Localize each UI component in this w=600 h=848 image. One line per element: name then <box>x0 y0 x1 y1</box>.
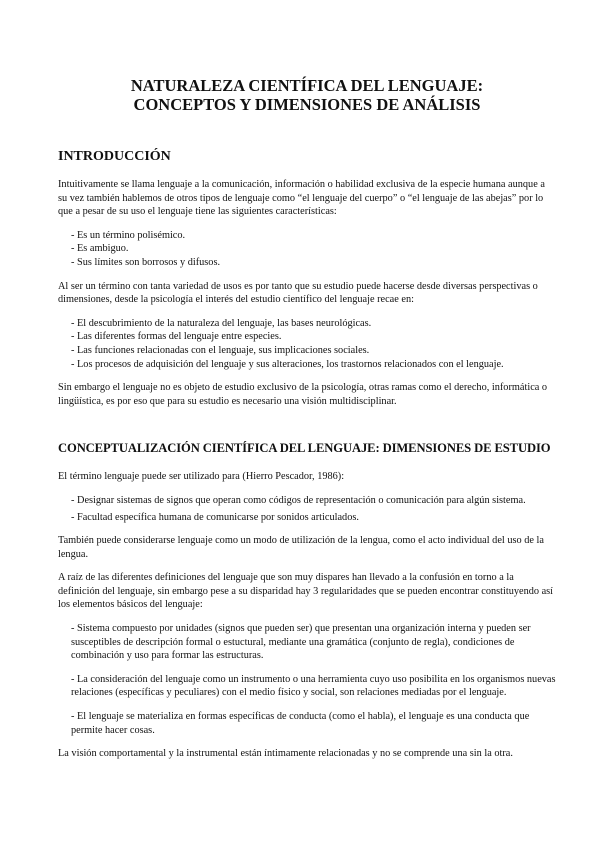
concept-paragraph-3: A raíz de las diferentes definiciones del lenguaje que son muy dispares han llevado a la confusión en torno a la definición del lenguaje, sin embargo pese a su disparidad hay 3 regularidades que se pueden encontrar constituyendo así los elementos básicos del lenguaje: <box>58 572 554 611</box>
list-item: - Designar sistemas de signos que operan como códigos de representación o comunicación para algún sistema. <box>71 494 526 506</box>
list-item: - Los procesos de adquisición del lenguaje y sus alteraciones, los trastornos relacionados con el lenguaje. <box>71 358 504 370</box>
basic-elements-list <box>58 622 556 737</box>
list-item: - Facultad específica humana de comunicarse por sonidos articulados. <box>71 511 359 523</box>
study-interests-list <box>58 317 556 371</box>
list-item: - El descubrimiento de la naturaleza del lenguaje, las bases neurológicas. <box>71 317 372 329</box>
list-item: - El lenguaje se materializa en formas específicas de conducta (como el habla), el lenguaje es una conducta que permite hacer cosas. <box>71 711 530 736</box>
list-item: - Es ambiguo. <box>71 243 129 255</box>
section-heading-conceptualizacion: CONCEPTUALIZACIÓN CIENTÍFICA DEL LENGUAJE: DIMENSIONES DE ESTUDIO <box>58 441 551 456</box>
concept-paragraph-1: El término lenguaje puede ser utilizado para (Hierro Pescador, 1986): <box>58 471 345 483</box>
list-item: - La consideración del lenguaje como un instrumento o una herramienta cuyo uso posibilita en los organismos nuevas relaciones (específicas y peculiares) con el medio físico y social, son relaciones mediadas por el lenguaje. <box>71 673 556 699</box>
list-item: - Sus límites son borrosos y difusos. <box>71 256 221 268</box>
title-line-2: CONCEPTOS Y DIMENSIONES DE ANÁLISIS <box>133 95 481 114</box>
document-title <box>58 76 556 114</box>
concept-paragraph-2: También puede considerarse lenguaje como un modo de utilización de la lengua, como el acto individual del uso de la lengua. <box>58 535 544 560</box>
list-item: - Las diferentes formas del lenguaje entre especies. <box>71 331 282 343</box>
characteristics-list <box>58 229 556 270</box>
intro-paragraph-3: Sin embargo el lenguaje no es objeto de estudio exclusivo de la psicología, otras ramas como el derecho, informática o lingüística, es por eso que para su estudio es necesario una visión multidisciplinar. <box>58 382 548 407</box>
section-heading-introduccion: INTRODUCCIÓN <box>58 149 171 164</box>
list-item: - Sistema compuesto por unidades (signos que pueden ser) que presentan una organización interna y pueden ser susceptibles de descripción formal o estuctural, mediante una gramática (conjunto de regla), condiciones de combinación y uso para formar las estructuras. <box>71 623 531 662</box>
title-line-1: NATURALEZA CIENTÍFICA DEL LENGUAJE: <box>130 76 484 95</box>
intro-paragraph-1: Intuitivamente se llama lenguaje a la comunicación, información o habilidad exclusiva de la especie humana aunque a su vez también hablemos de otros tipos de lenguaje como “el lenguaje del cuerpo” o “el lenguaje de las abejas” por lo que a pesar de su uso el lenguaje tiene las siguientes características: <box>58 179 545 218</box>
intro-paragraph-2: Al ser un término con tanta variedad de usos es por tanto que su estudio puede hacerse desde diversas perspectivas o dimensiones, desde la psicología el interés del estudio científico del lenguaje recae en: <box>58 280 538 306</box>
list-item: - Es un término polisémico. <box>71 229 186 241</box>
language-uses-list <box>58 494 556 524</box>
concept-paragraph-4: La visión comportamental y la instrumental están íntimamente relacionadas y no se comprende una sin la otra. <box>58 748 513 760</box>
list-item: - Las funciones relacionadas con el lenguaje, sus implicaciones sociales. <box>71 344 370 356</box>
